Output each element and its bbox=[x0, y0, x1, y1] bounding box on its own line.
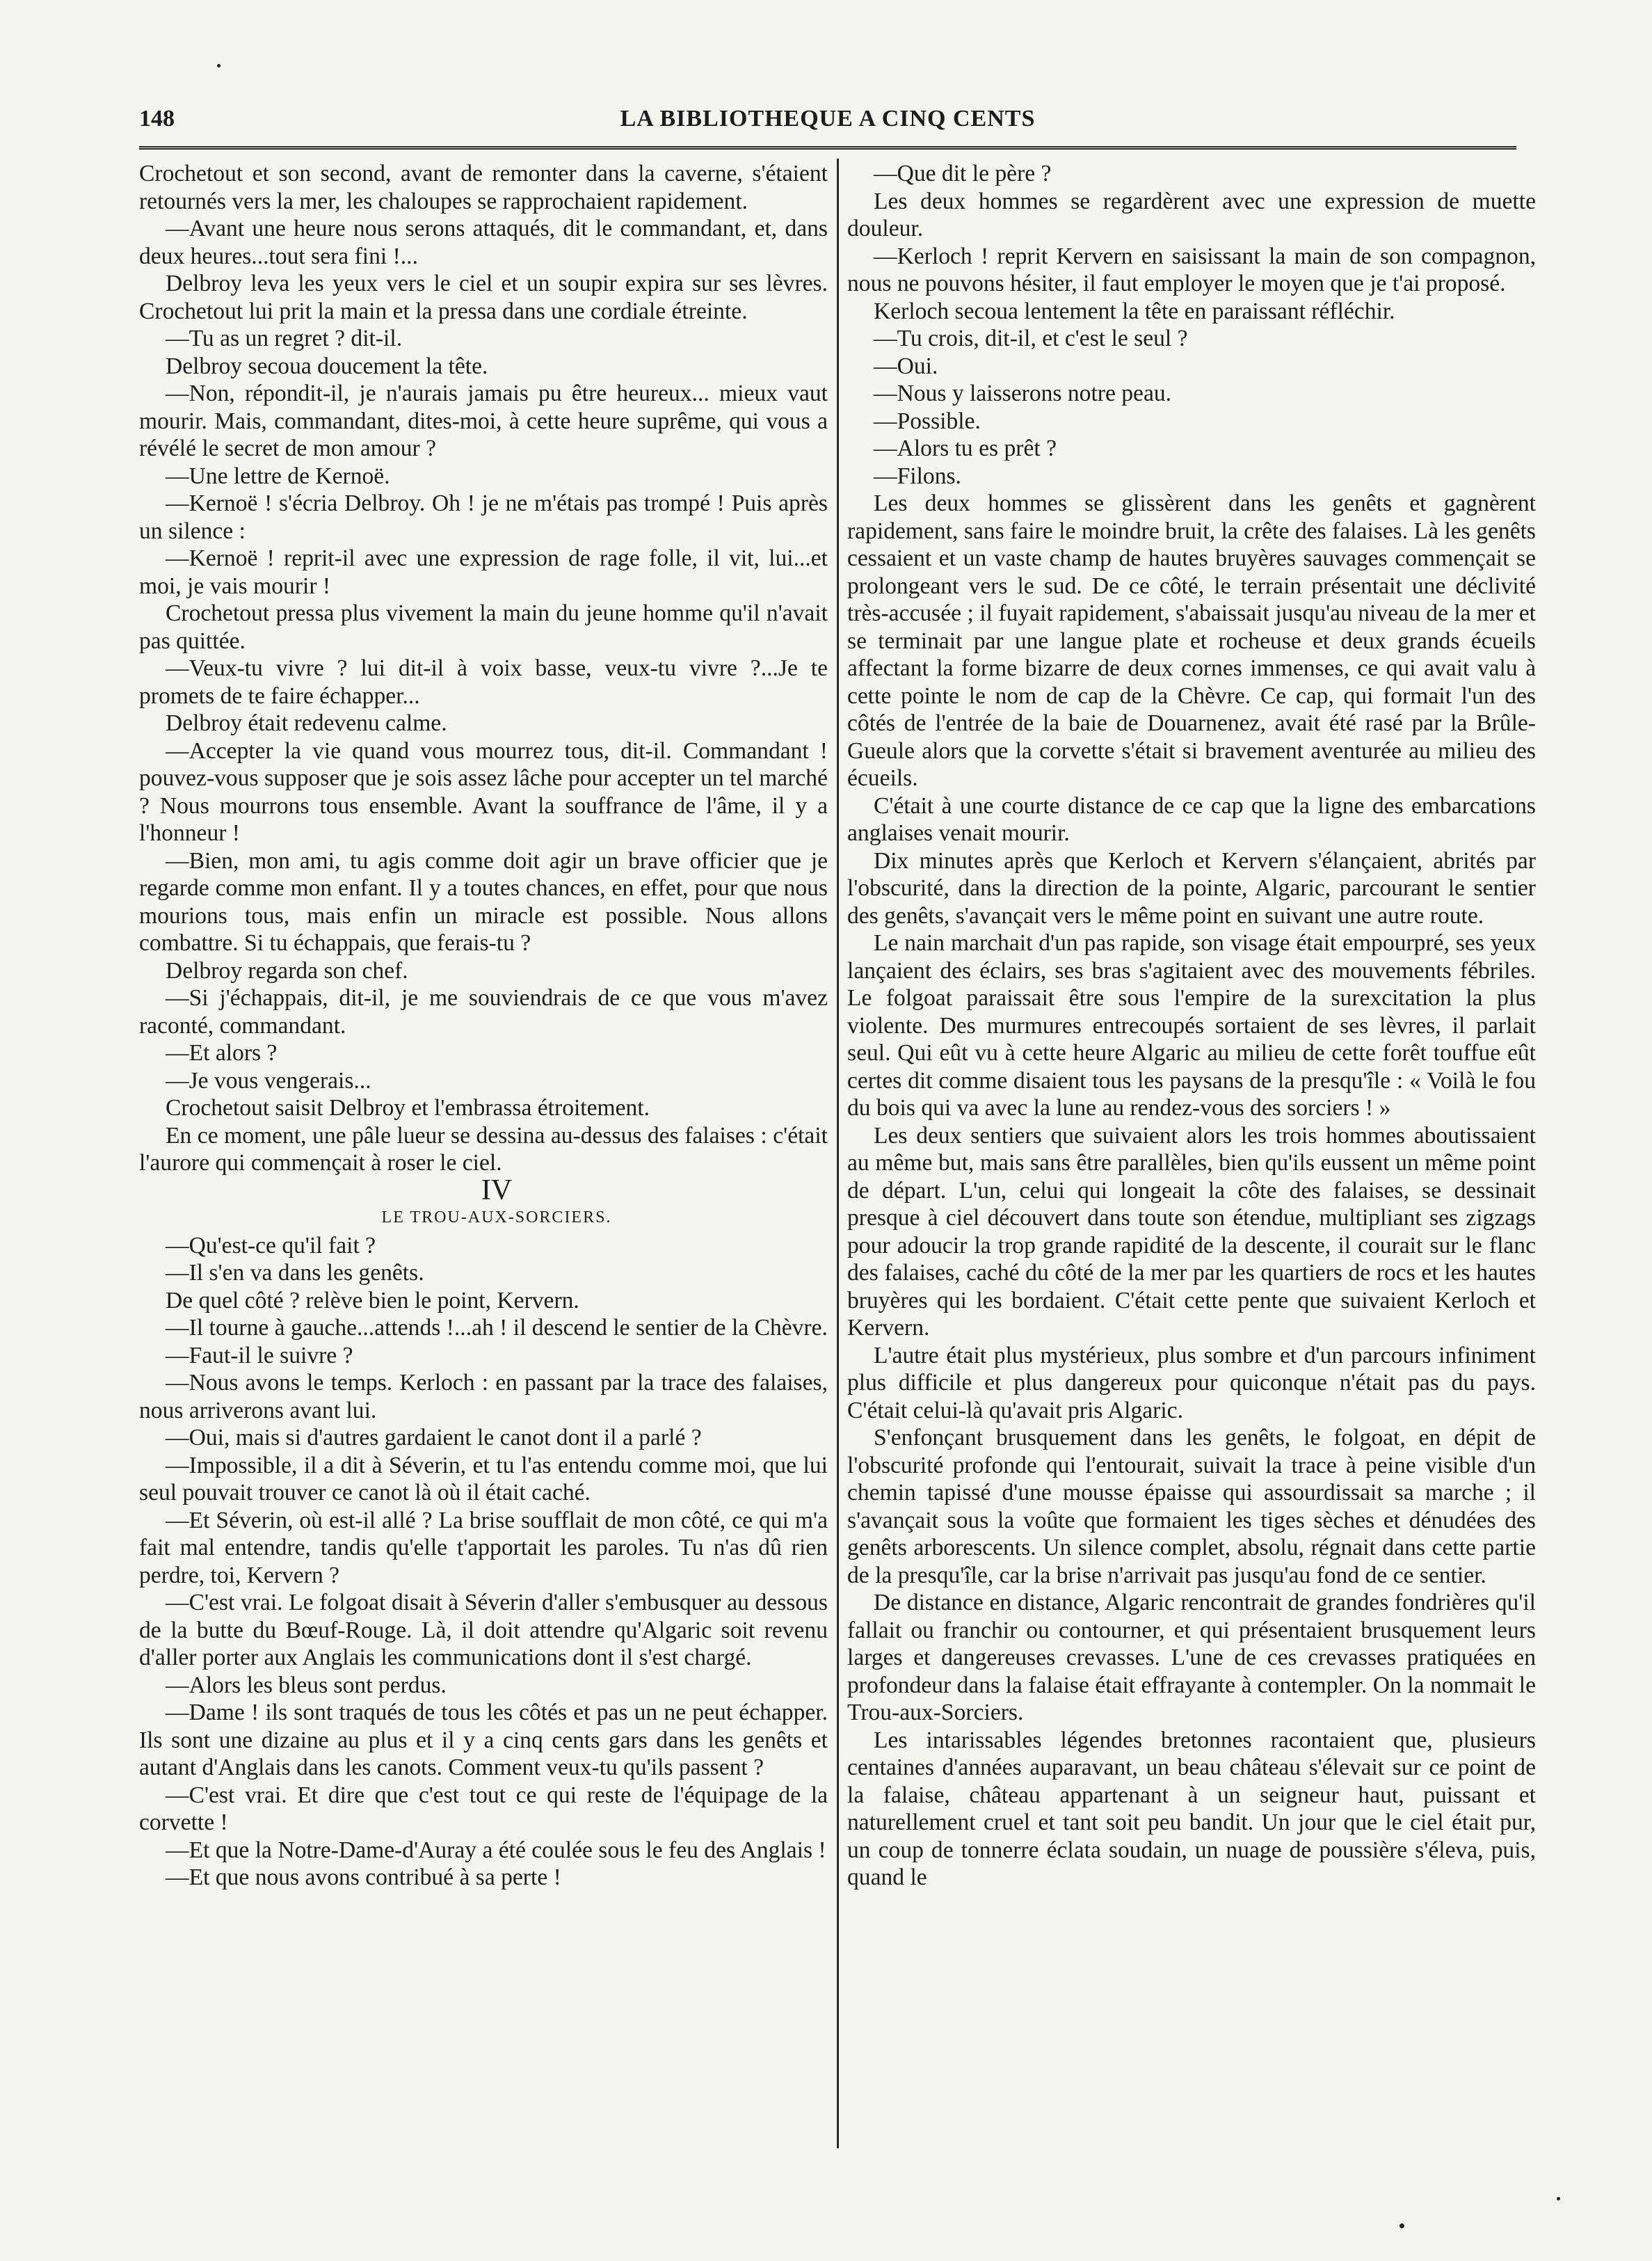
paragraph: —Oui. bbox=[874, 353, 938, 379]
paragraph: —Et Séverin, où est-il allé ? La brise soufflait de mon côté, ce qui m'a fait mal entendre, tandis qu'elle t'apportait les paroles. Tu n'as dû rien perdre, toi, Kervern ? bbox=[139, 1507, 828, 1588]
paragraph: —Impossible, il a dit à Séverin, et tu l'as entendu comme moi, que lui seul pouvait trouver ce canot là où il était caché. bbox=[139, 1452, 828, 1505]
left-column bbox=[139, 160, 828, 2150]
page-header bbox=[139, 106, 1516, 145]
paragraph: —Alors tu es prêt ? bbox=[874, 436, 1057, 461]
paragraph: Les deux sentiers que suivaient alors les trois hommes aboutissaient au même but, mais sans être parallèles, bien qu'ils eussent un même point de départ. L'un, celui qui longeait la côte des falaises, se dessinait presque à ciel découvert dans toute son étendue, multipliant ses zigzags pour adoucir la trop grande rapidité de la descente, il courait sur le flanc des falaises, caché du côté de la mer par les quartiers de rocs et les hautes bruyères qui les bordaient. C'était cette pente que suivaient Kerloch et Kervern. bbox=[847, 1122, 1536, 1341]
paragraph: —Il s'en va dans les genêts. bbox=[166, 1260, 424, 1286]
paragraph: Crochetout saisit Delbroy et l'embrassa étroitement. bbox=[166, 1095, 650, 1121]
paragraph: —Tu crois, dit-il, et c'est le seul ? bbox=[874, 326, 1188, 351]
paragraph: —C'est vrai. Et dire que c'est tout ce qui reste de l'équipage de la corvette ! bbox=[139, 1782, 828, 1835]
paragraph: —Que dit le père ? bbox=[874, 161, 1052, 186]
paragraph: Dix minutes après que Kerloch et Kervern s'élançaient, abrités par l'obscurité, dans la direction de la pointe, Algaric, parcourant le sentier des genêts, s'avançait vers le même point en suivant une autre route. bbox=[847, 847, 1536, 929]
paragraph: —Une lettre de Kernoë. bbox=[166, 463, 390, 489]
paragraph: Crochetout et son second, avant de remonter dans la caverne, s'étaient retournés vers la mer, les chaloupes se rapprochaient rapidement. bbox=[139, 161, 828, 214]
print-speck bbox=[217, 64, 220, 67]
paragraph: —Qu'est-ce qu'il fait ? bbox=[166, 1232, 376, 1259]
page-number: 148 bbox=[139, 106, 175, 131]
paragraph: Les deux hommes se glissèrent dans les genêts et gagnèrent rapidement, sans faire le moindre bruit, la crête des falaises. Là les genêts cessaient et un vaste champ de hautes bruyères sauvages commençait se prolongeant vers le sud. De ce côté, le terrain présentait une déclivité très-accusée ; il fuyait rapidement, s'abaissait jusqu'au niveau de la mer et se terminait par une langue plate et rocheuse et deux grands écueils affectant la forme bizarre de deux cornes immenses, ce qui avait valu à cette pointe le nom de cap de la Chèvre. Ce cap, qui formait l'un des côtés de l'entrée de la baie de Douarnenez, avait été rasé par la Brûle-Gueule alors que la corvette s'était si bravement aventurée au milieu des écueils. bbox=[847, 490, 1536, 791]
section-number: IV bbox=[481, 1174, 513, 1206]
paragraph: —Filons. bbox=[874, 463, 961, 489]
paragraph: Delbroy était redevenu calme. bbox=[166, 710, 447, 736]
paragraph: —Et alors ? bbox=[166, 1040, 278, 1066]
paragraph: —Avant une heure nous serons attaqués, dit le commandant, et, dans deux heures...tout sera fini !... bbox=[139, 216, 828, 269]
paragraph: Le nain marchait d'un pas rapide, son visage était empourpré, ses yeux lançaient des éclairs, ses bras s'agitaient avec des mouvements fébriles. Le folgoat paraissait être sous l'empire de la surexcitation la plus violente. Des murmures entrecoupés sortaient de ses lèvres, il parlait seul. Qui eût vu à cette heure Algaric au milieu de cette forêt touffue eût certes dit comme disaient tous les paysans de la presqu'île : « Voilà le fou du bois qui va avec la lune au rendez-vous des sorciers ! » bbox=[847, 930, 1536, 1121]
paragraph: Kerloch secoua lentement la tête en paraissant réfléchir. bbox=[874, 298, 1395, 324]
paragraph: —Nous avons le temps. Kerloch : en passant par la trace des falaises, nous arriverons avant lui. bbox=[139, 1370, 828, 1423]
paragraph: —Possible. bbox=[874, 408, 981, 434]
paragraph: —Kernoë ! s'écria Delbroy. Oh ! je ne m'étais pas trompé ! Puis après un silence : bbox=[139, 490, 828, 544]
paragraph: —Je vous vengerais... bbox=[166, 1067, 371, 1094]
paragraph: —Alors les bleus sont perdus. bbox=[166, 1672, 447, 1698]
paragraph: —Tu as un regret ? dit-il. bbox=[166, 326, 403, 351]
print-speck bbox=[1557, 2197, 1560, 2200]
paragraph: —Kernoë ! reprit-il avec une expression de rage folle, il vit, lui...et moi, je vais mourir ! bbox=[139, 545, 828, 599]
paragraph: —Oui, mais si d'autres gardaient le canot dont il a parlé ? bbox=[166, 1425, 702, 1451]
paragraph: Delbroy leva les yeux vers le ciel et un soupir expira sur ses lèvres. Crochetout lui prit la main et la pressa dans une cordiale étreinte. bbox=[139, 271, 828, 324]
paragraph: S'enfonçant brusquement dans les genêts, le folgoat, en dépit de l'obscurité profonde qui l'entourait, suivait la trace à peine visible d'un chemin tapissé d'une mousse épaisse qui assourdissait sa marche ; il s'avançait sous la voûte que formaient les tiges sèches et dénudées des genêts arborescents. Un silence complet, absolu, régnait dans cette partie de la presqu'île, car la brise n'arrivait pas jusqu'au fond de ce sentier. bbox=[847, 1425, 1536, 1588]
paragraph: De distance en distance, Algaric rencontrait de grandes fondrières qu'il fallait ou franchir ou contourner, et qui présentaient brusquement leurs larges et dangereuses crevasses. L'une de ces crevasses pratiquées en profondeur dans la falaise était effrayante à contempler. On la nommait le Trou-aux-Sorciers. bbox=[847, 1590, 1536, 1725]
paragraph: —Si j'échappais, dit-il, je me souviendrais de ce que vous m'avez raconté, commandant. bbox=[139, 985, 828, 1039]
paragraph: —Non, répondit-il, je n'aurais jamais pu être heureux... mieux vaut mourir. Mais, commandant, dites-moi, à cette heure suprême, qui vous a révélé le secret de mon amour ? bbox=[139, 381, 828, 461]
paragraph: Les deux hommes se regardèrent avec une expression de muette douleur. bbox=[847, 188, 1536, 241]
print-speck bbox=[1400, 2223, 1404, 2228]
section-title: LE TROU-AUX-SORCIERS. bbox=[381, 1208, 612, 1227]
column-divider bbox=[837, 159, 839, 2148]
paragraph: Delbroy secoua doucement la tête. bbox=[166, 353, 488, 379]
paragraph: En ce moment, une pâle lueur se dessina au-dessus des falaises : c'était l'aurore qui commençait à roser le ciel. bbox=[139, 1122, 828, 1176]
running-title: LA BIBLIOTHEQUE A CINQ CENTS bbox=[620, 106, 1036, 131]
paragraph: —Kerloch ! reprit Kervern en saisissant la main de son compagnon, nous ne pouvons hésiter, il faut employer le moyen que je t'ai proposé. bbox=[847, 243, 1536, 296]
paragraph: Les intarissables légendes bretonnes racontaient que, plusieurs centaines d'années auparavant, un beau château s'élevait sur ce point de la falaise, château appartenant à un seigneur haut, puissant et naturellement cruel et tant soit peu bandit. Un jour que le ciel était pur, un coup de tonnerre éclata soudain, un nuage de poussière s'éleva, puis, quand le bbox=[847, 1727, 1536, 1890]
paragraph: —Dame ! ils sont traqués de tous les côtés et pas un ne peut échapper. Ils sont une dizaine au plus et il y a cinq cents gars dans les genêts et autant d'Anglais dans les canots. Comment veux-tu qu'ils passent ? bbox=[139, 1700, 828, 1780]
paragraph: L'autre était plus mystérieux, plus sombre et d'un parcours infiniment plus difficile et plus dangereux pour quiconque n'était pas du pays. C'était celui-là qu'avait pris Algaric. bbox=[847, 1342, 1536, 1423]
paragraph: —Veux-tu vivre ? lui dit-il à voix basse, veux-tu vivre ?...Je te promets de te faire échapper... bbox=[139, 655, 828, 709]
right-column bbox=[847, 160, 1536, 2150]
paragraph: —Et que nous avons contribué à sa perte ! bbox=[166, 1864, 561, 1890]
paragraph: Crochetout pressa plus vivement la main du jeune homme qu'il n'avait pas quittée. bbox=[139, 600, 828, 654]
paragraph: —Il tourne à gauche...attends !...ah ! il descend le sentier de la Chèvre. bbox=[166, 1315, 828, 1341]
header-rule bbox=[139, 146, 1516, 150]
paragraph: —Bien, mon ami, tu agis comme doit agir un brave officier que je regarde comme mon enfant. Il y a toutes chances, en effet, pour que nous mourions tous, mais enfin un miracle est possible. Nous allons combattre. Si tu échappais, que ferais-tu ? bbox=[139, 847, 828, 956]
paragraph: De quel côté ? relève bien le point, Kervern. bbox=[166, 1287, 579, 1313]
paragraph: —Et que la Notre-Dame-d'Auray a été coulée sous le feu des Anglais ! bbox=[166, 1837, 826, 1863]
paragraph: Delbroy regarda son chef. bbox=[166, 957, 408, 984]
paragraph: —Faut-il le suivre ? bbox=[166, 1342, 353, 1368]
paragraph: —Accepter la vie quand vous mourrez tous, dit-il. Commandant ! pouvez-vous supposer que je sois assez lâche pour accepter un tel marché ? Nous mourrons tous ensemble. Avant la souffrance de l'âme, il y a l'honneur ! bbox=[139, 737, 828, 846]
paragraph: —C'est vrai. Le folgoat disait à Séverin d'aller s'embusquer au dessous de la butte du Bœuf-Rouge. Là, il doit attendre qu'Algaric soit revenu d'aller porter aux Anglais les communications dont il s'est chargé. bbox=[139, 1590, 828, 1670]
paragraph: C'était à une courte distance de ce cap que la ligne des embarcations anglaises venait mourir. bbox=[847, 792, 1536, 846]
paragraph: —Nous y laisserons notre peau. bbox=[874, 381, 1172, 406]
